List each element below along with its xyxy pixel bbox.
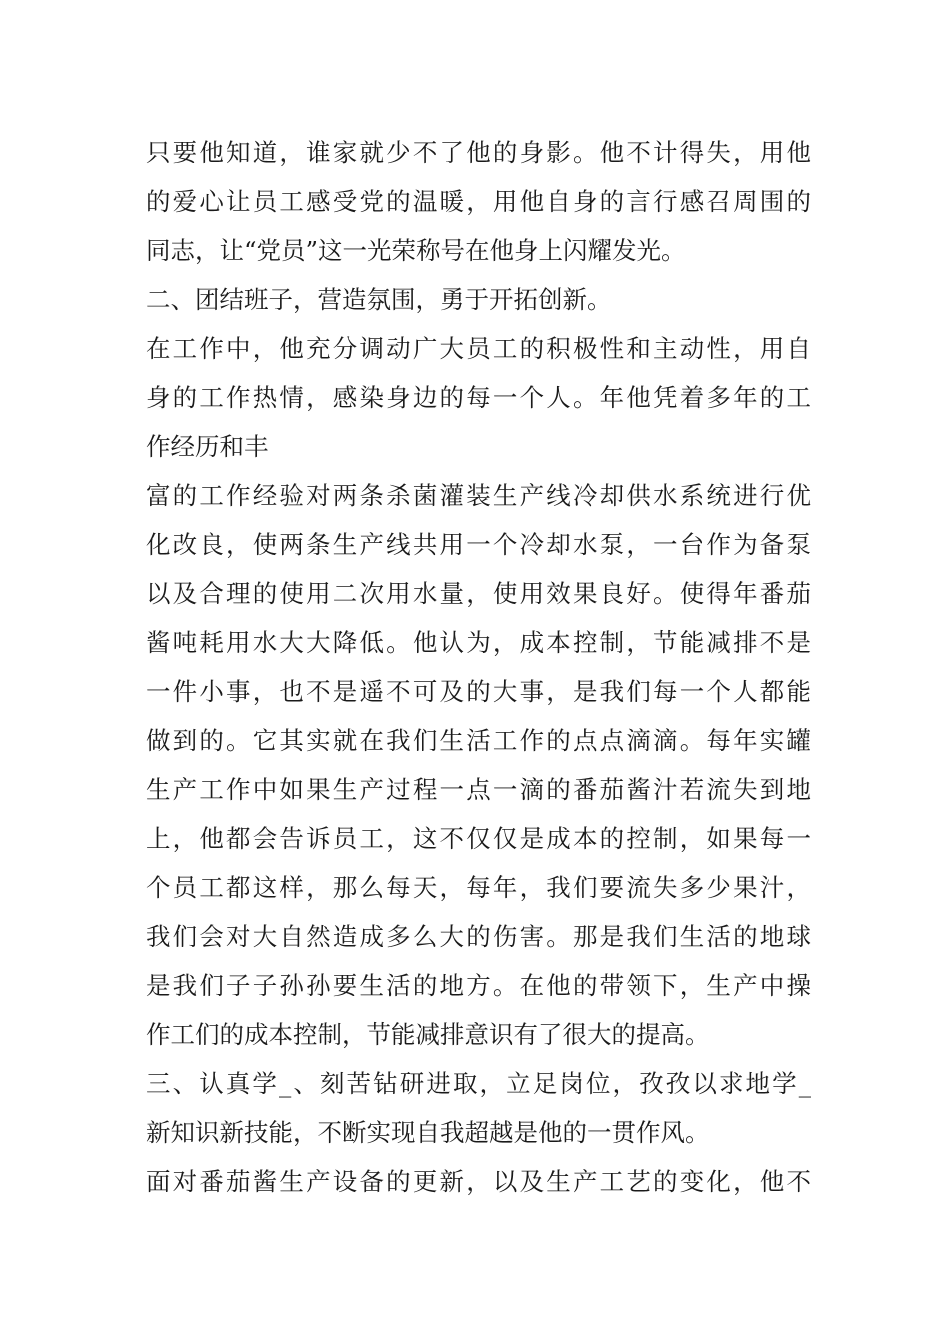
text-line: 在工作中，他充分调动广大员工的积极性和主动性，用自 [146, 334, 811, 363]
text-line: 一件小事，也不是遥不可及的大事，是我们每一个人都能 [146, 677, 811, 706]
text-line: 做到的。它其实就在我们生活工作的点点滴滴。每年实罐 [146, 726, 811, 755]
text-line: 的爱心让员工感受党的温暖，用他自身的言行感召周围的 [146, 187, 811, 216]
section-heading: 二、团结班子，营造氛围，勇于开拓创新。 [146, 285, 612, 314]
text-line: 作工们的成本控制，节能减排意识有了很大的提高。 [146, 1020, 710, 1049]
text-line: 上，他都会告诉员工，这不仅仅是成本的控制，如果每一 [146, 824, 811, 853]
text-line: 是我们子子孙孙要生活的地方。在他的带领下，生产中操 [146, 971, 811, 1000]
text-line: 面对番茄酱生产设备的更新，以及生产工艺的变化，他不 [146, 1167, 811, 1196]
text-line: 富的工作经验对两条杀菌灌装生产线冷却供水系统进行优 [146, 481, 811, 510]
text-line: 只要他知道，谁家就少不了他的身影。他不计得失，用他 [146, 138, 811, 167]
text-line: 身的工作热情，感染身边的每一个人。年他凭着多年的工 [146, 383, 811, 412]
text-line: 生产工作中如果生产过程一点一滴的番茄酱汁若流失到地 [146, 775, 811, 804]
text-line: 新知识新技能，不断实现自我超越是他的一贯作风。 [146, 1118, 710, 1147]
text-line: 化改良，使两条生产线共用一个冷却水泵，一台作为备泵 [146, 530, 811, 559]
section-heading: 三、认真学_、刻苦钻研进取，立足岗位，孜孜以求地学_ [146, 1069, 811, 1098]
text-line: 个员工都这样，那么每天，每年，我们要流失多少果汁， [146, 873, 811, 902]
text-line: 酱吨耗用水大大降低。他认为，成本控制，节能减排不是 [146, 628, 811, 657]
text-line: 作经历和丰 [146, 432, 269, 461]
document-body [146, 128, 811, 1206]
text-line: 同志，让“党员”这一光荣称号在他身上闪耀发光。 [146, 236, 686, 265]
text-line: 以及合理的使用二次用水量，使用效果良好。使得年番茄 [146, 579, 811, 608]
text-line: 我们会对大自然造成多么大的伤害。那是我们生活的地球 [146, 922, 811, 951]
